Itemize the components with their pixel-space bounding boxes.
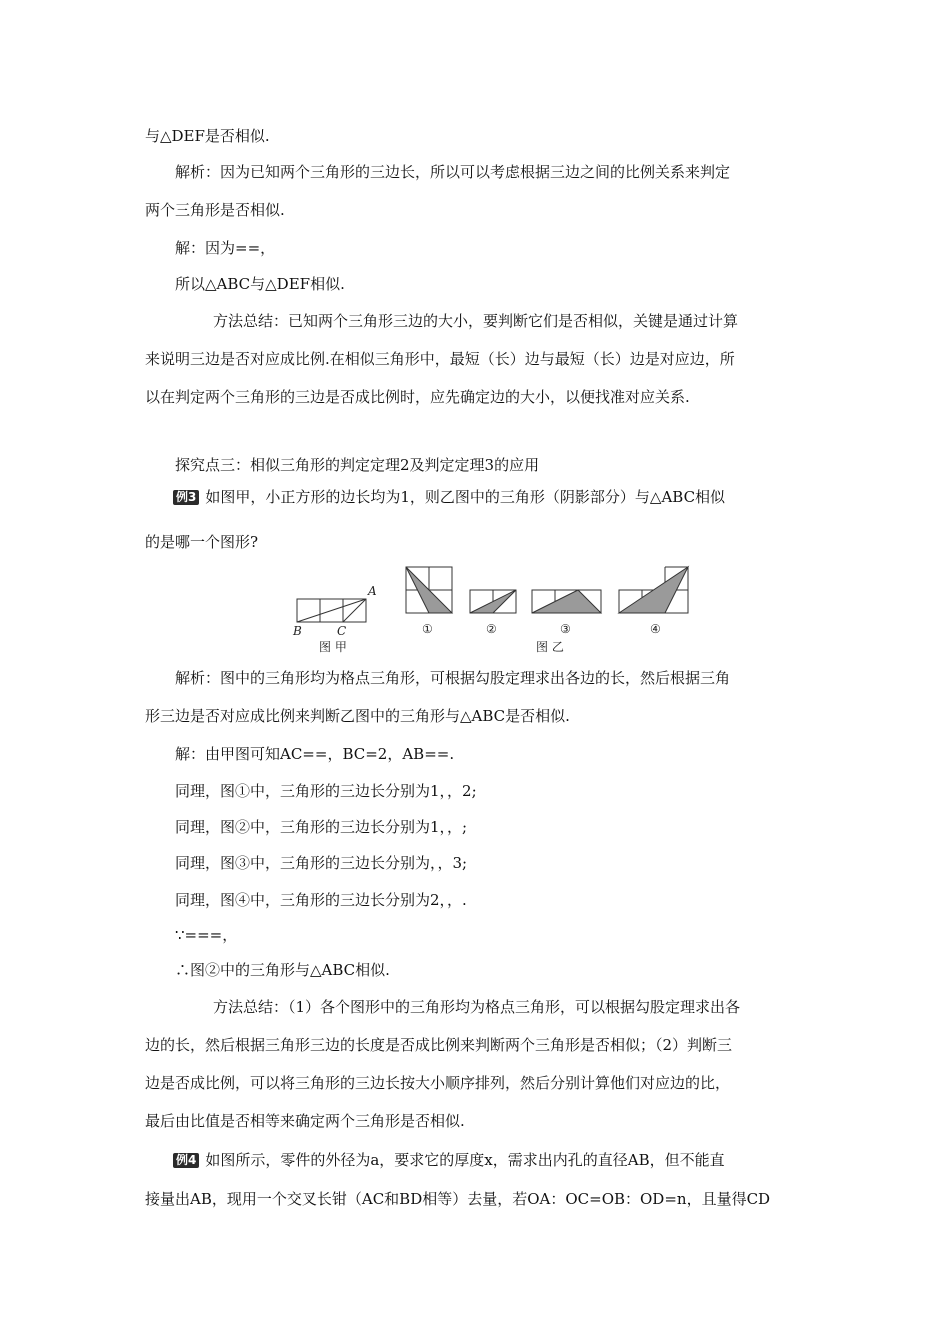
example-line: 例4 如图所示，零件的外径为a，要求它的厚度x，需求出内孔的直径AB，但不能直 xyxy=(173,1150,725,1170)
figure-number-2: ② xyxy=(486,622,497,636)
text-line: 最后由比值是否相等来确定两个三角形是否相似. xyxy=(145,1112,465,1130)
text-line: 接量出AB，现用一个交叉长钳（AC和BD相等）去量，若OA：OC=OB：OD=n，且量得CD xyxy=(145,1190,771,1208)
text-line: ∴图②中的三角形与△ABC相似. xyxy=(175,961,390,979)
text-line: 与△DEF是否相似. xyxy=(145,127,270,145)
geometry-figure xyxy=(290,562,700,658)
text-line: 来说明三边是否对应成比例.在相似三角形中，最短（长）边与最短（长）边是对应边，所 xyxy=(145,350,735,368)
caption-jia: 图 甲 xyxy=(319,640,347,654)
text-line: 两个三角形是否相似. xyxy=(145,201,285,219)
label-A: A xyxy=(368,584,377,598)
text-line: 所以△ABC与△DEF相似. xyxy=(175,275,345,293)
shaded-triangle-3 xyxy=(532,590,601,613)
caption-yi: 图 乙 xyxy=(536,640,564,654)
figure-number-1: ① xyxy=(422,622,433,636)
text-line: 以在判定两个三角形的三边是否成比例时，应先确定边的大小，以便找准对应关系. xyxy=(145,388,690,406)
text-line: 边的长，然后根据三角形三边的长度是否成比例来判断两个三角形是否相似；（2）判断三 xyxy=(145,1036,733,1054)
figure-number-3: ③ xyxy=(560,622,571,636)
text-line: 方法总结：（1）各个图形中的三角形均为格点三角形，可以根据勾股定理求出各 xyxy=(213,998,741,1016)
text-line: 同理，图④中，三角形的三边长分别为2，，. xyxy=(175,891,467,909)
label-B: B xyxy=(293,624,302,638)
text-line: 同理，图①中，三角形的三边长分别为1，，2; xyxy=(175,782,477,800)
section-heading: 探究点三：相似三角形的判定定理2及判定定理3的应用 xyxy=(175,456,540,474)
text-line: 形三边是否对应成比例来判断乙图中的三角形与△ABC是否相似. xyxy=(145,707,570,725)
text-line: 解析：图中的三角形均为格点三角形，可根据勾股定理求出各边的长，然后根据三角 xyxy=(175,669,731,687)
example-badge: 例4 xyxy=(173,1153,199,1168)
text-line: 同理，图③中，三角形的三边长分别为，，3; xyxy=(175,854,468,872)
text-line: 方法总结：已知两个三角形三边的大小，要判断它们是否相似，关键是通过计算 xyxy=(213,312,739,330)
text-line: 同理，图②中，三角形的三边长分别为1，，; xyxy=(175,818,468,836)
text-line: 边是否成比例，可以将三角形的三边长按大小顺序排列，然后分别计算他们对应边的比， xyxy=(145,1074,731,1092)
text-line: 解析：因为已知两个三角形的三边长，所以可以考虑根据三边之间的比例关系来判定 xyxy=(175,163,731,181)
example-badge: 例3 xyxy=(173,490,199,505)
example-line: 例3 如图甲，小正方形的边长均为1，则乙图中的三角形（阴影部分）与△ABC相似 xyxy=(173,487,725,507)
label-C: C xyxy=(337,624,347,638)
text-line: ∵===， xyxy=(175,926,238,944)
figure-number-4: ④ xyxy=(650,622,661,636)
text-line: 解：因为==， xyxy=(175,239,276,257)
text-line: 解：由甲图可知AC==，BC=2，AB==. xyxy=(175,745,455,763)
text-line: 的是哪一个图形? xyxy=(145,533,259,551)
